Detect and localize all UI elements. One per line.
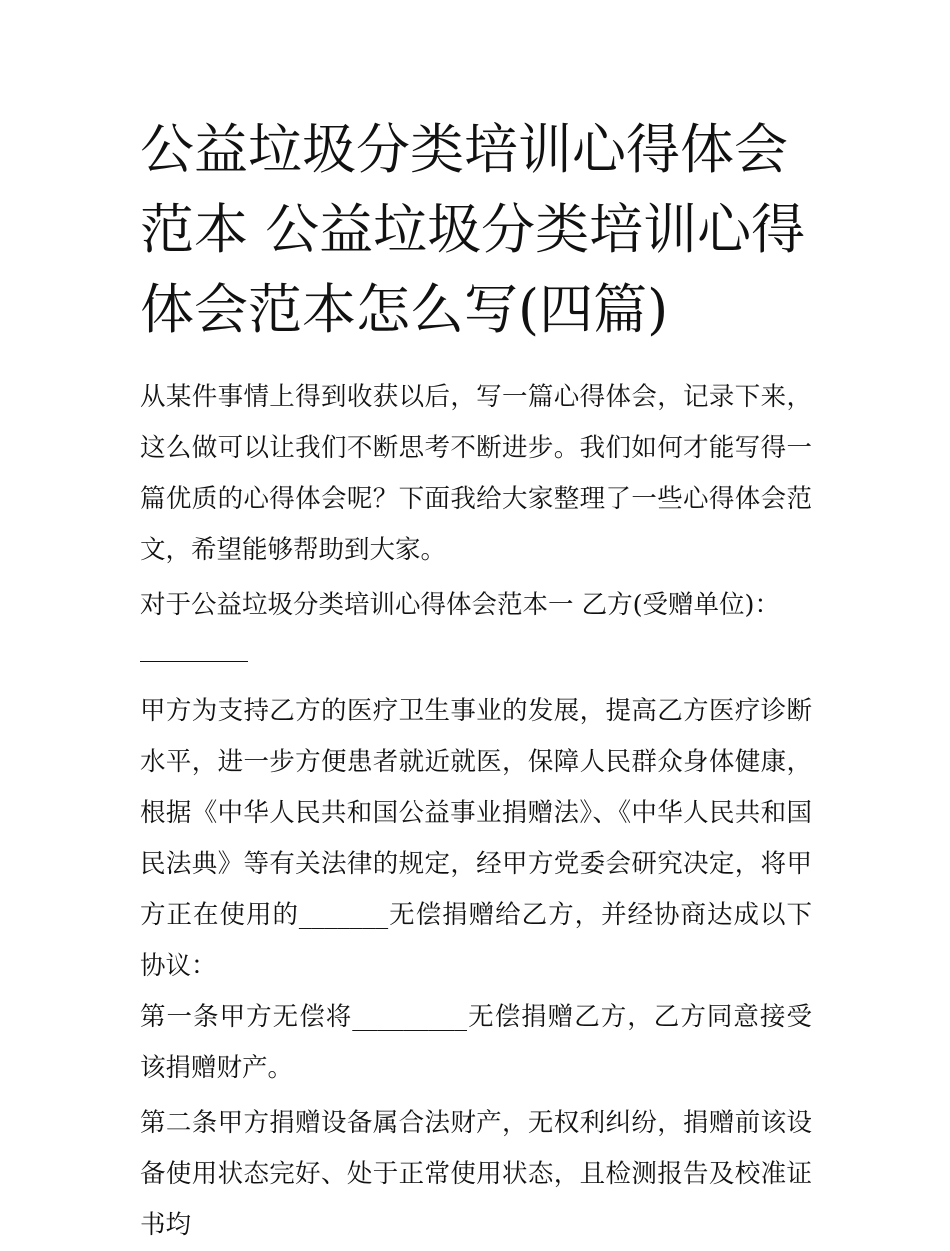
spacer [140,350,812,372]
body-paragraph: 甲方为支持乙方的医疗卫生事业的发展，提高乙方医疗诊断水平，进一步方便患者就近就医，保障人民群众身体健康，根据《中华人民共和国公益事业捐赠法》、《中华人民共和国民法典》等有关法律的规定，经甲方党委会研究决定，将甲方正在使用的_______无偿捐赠给乙方，并经协商达成以下协议： [140,696,812,981]
section-heading: 对于公益垃圾分类培训心得体会范本一 乙方(受赠单位)： [140,590,781,620]
intro-paragraph: 从某件事情上得到收获以后，写一篇心得体会，记录下来，这么做可以让我们不断思考不断进步。我们如何才能写得一篇优质的心得体会呢？下面我给大家整理了一些心得体会范文，希望能够帮助到大家。 [140,382,812,565]
fill-in-blank-line [140,631,248,662]
document-title: 公益垃圾分类培训心得体会范本 公益垃圾分类培训心得体会范本怎么写(四篇) [140,118,806,341]
document-page [140,110,812,1251]
article-2-paragraph: 第二条甲方捐赠设备属合法财产，无权利纠纷，捐赠前该设备使用状态完好、处于正常使用状态，且检测报告及校准证书均 [140,1108,812,1240]
article-1-paragraph: 第一条甲方无偿将_________无偿捐赠乙方，乙方同意接受该捐赠财产。 [140,1002,812,1083]
signature-blank-row [140,631,812,682]
